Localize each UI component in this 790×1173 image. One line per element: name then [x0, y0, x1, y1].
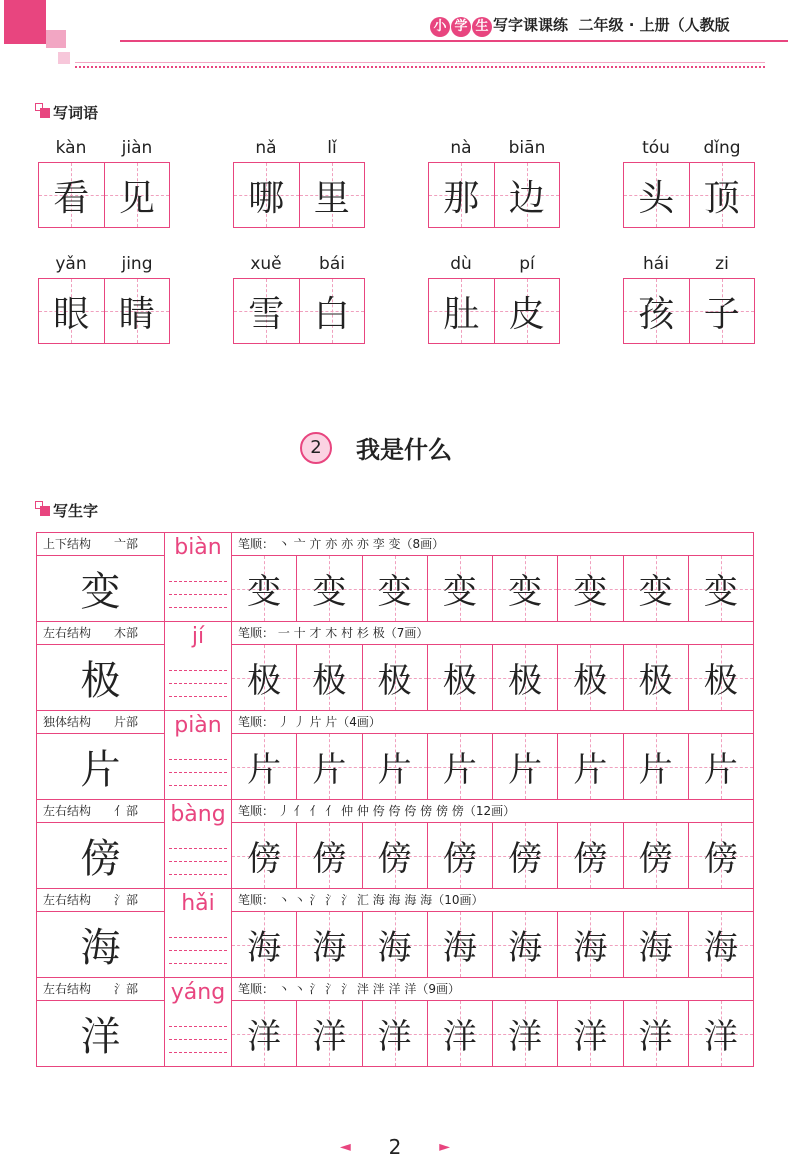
- practice-cell: [492, 556, 557, 621]
- practice-cell: [296, 1001, 361, 1066]
- pinyin-box: [165, 533, 232, 621]
- word-char: 里: [313, 177, 350, 219]
- prev-page-icon[interactable]: ◄: [340, 1139, 351, 1155]
- practice-char: 傍: [508, 839, 543, 879]
- structure-info: [37, 800, 164, 823]
- grid-cell: [624, 279, 689, 343]
- writing-grid: [38, 162, 170, 228]
- word-char: 顶: [703, 177, 740, 219]
- practice-cell: [296, 912, 361, 977]
- section-label-text: 写生字: [53, 502, 99, 520]
- char-row: [37, 889, 753, 978]
- writing-grid: [428, 278, 560, 344]
- section-marker-icon: [40, 108, 50, 118]
- practice-cell: [492, 912, 557, 977]
- pinyin-syllable: bái: [319, 254, 345, 274]
- practice-char: 片: [508, 750, 543, 790]
- practice-char: 极: [638, 661, 673, 701]
- grid-cell: [104, 279, 170, 343]
- practice-cell: [623, 1001, 688, 1066]
- practice-cell: [427, 556, 492, 621]
- word-item: [38, 138, 170, 228]
- practice-cells: [232, 734, 753, 799]
- word-item: [623, 138, 755, 228]
- radical: 氵部: [114, 893, 139, 907]
- word-char: 边: [508, 177, 545, 219]
- stroke-count: （9画）: [416, 982, 461, 996]
- series-char: 小: [430, 17, 450, 37]
- structure-info: [37, 889, 164, 912]
- stroke-order: [232, 889, 753, 912]
- word-char: 那: [443, 177, 480, 219]
- pinyin-syllable: kàn: [55, 138, 87, 158]
- radical: 氵部: [114, 982, 139, 996]
- practice-cell: [427, 645, 492, 710]
- practice-char: 傍: [377, 839, 412, 879]
- stroke-order: [232, 711, 753, 734]
- practice-char: 极: [508, 661, 543, 701]
- practice-cell: [362, 645, 427, 710]
- model-char: 片: [80, 747, 121, 793]
- practice-char: 傍: [247, 839, 282, 879]
- char-pinyin: yáng: [170, 980, 226, 1005]
- word-item: [428, 254, 560, 344]
- practice-cell: [557, 645, 622, 710]
- pinyin-syllable: dǐng: [703, 138, 741, 158]
- pinyin-lines: [169, 1026, 227, 1065]
- practice-cell: [557, 556, 622, 621]
- word-char: 头: [638, 177, 675, 219]
- writing-grid: [623, 278, 755, 344]
- char-pinyin: piàn: [174, 713, 222, 738]
- pinyin-syllable: jiàn: [121, 138, 153, 158]
- pinyin-box: [165, 800, 232, 888]
- practice-char: 极: [312, 661, 347, 701]
- char-info: [37, 800, 165, 888]
- practice-char: 变: [573, 572, 608, 612]
- practice-cells: [232, 556, 753, 621]
- practice-cell: [557, 734, 622, 799]
- practice-char: 海: [312, 928, 347, 968]
- word-item: [428, 138, 560, 228]
- grid-cell: [234, 279, 299, 343]
- stroke-sequence: 丿 亻 亻 亻 仲 仲 侉 侉 侉 傍 傍 傍: [277, 804, 464, 818]
- header-rule: [75, 62, 765, 63]
- practice-cell: [362, 912, 427, 977]
- page-footer: [340, 1135, 450, 1159]
- practice-cell: [492, 645, 557, 710]
- word-char: 看: [53, 177, 90, 219]
- pinyin-syllable: yǎn: [55, 254, 87, 274]
- practice-char: 傍: [638, 839, 673, 879]
- practice-cell: [623, 645, 688, 710]
- structure-type: 左右结构: [43, 982, 92, 996]
- stroke-prefix: 笔顺：: [238, 537, 275, 551]
- practice-char: 傍: [312, 839, 347, 879]
- practice-char: 片: [247, 750, 282, 790]
- pinyin-lines: [169, 581, 227, 620]
- practice-cell: [427, 1001, 492, 1066]
- char-row: [37, 800, 753, 889]
- practice-char: 变: [442, 572, 477, 612]
- word-pinyin: [428, 138, 560, 162]
- practice-cell: [623, 556, 688, 621]
- pinyin-syllable: hái: [643, 254, 669, 274]
- practice-cell: [688, 734, 753, 799]
- practice-cell: [362, 823, 427, 888]
- word-item: [38, 254, 170, 344]
- header-decoration: [46, 30, 66, 48]
- word-pinyin: [623, 138, 755, 162]
- practice-char: 极: [247, 661, 282, 701]
- word-char: 哪: [248, 177, 285, 219]
- writing-grid: [428, 162, 560, 228]
- pinyin-lines: [169, 937, 227, 976]
- pinyin-box: [165, 889, 232, 977]
- practice-area: [232, 889, 753, 977]
- practice-char: 片: [442, 750, 477, 790]
- practice-char: 海: [703, 928, 738, 968]
- practice-char: 傍: [573, 839, 608, 879]
- structure-type: 左右结构: [43, 626, 92, 640]
- pinyin-lines: [169, 848, 227, 887]
- grid-cell: [234, 163, 299, 227]
- practice-char: 傍: [703, 839, 738, 879]
- structure-type: 左右结构: [43, 893, 92, 907]
- practice-area: [232, 533, 753, 621]
- section-label-chars: [40, 500, 98, 521]
- stroke-prefix: 笔顺：: [238, 804, 275, 818]
- practice-cell: [296, 556, 361, 621]
- structure-info: [37, 978, 164, 1001]
- writing-grid: [233, 278, 365, 344]
- series-char: 学: [451, 17, 471, 37]
- stroke-prefix: 笔顺：: [238, 715, 275, 729]
- pinyin-box: [165, 978, 232, 1066]
- grid-cell: [299, 163, 365, 227]
- practice-cell: [427, 734, 492, 799]
- section-label-text: 写词语: [53, 104, 99, 122]
- radical: 亻部: [114, 804, 139, 818]
- practice-cell: [296, 645, 361, 710]
- practice-char: 变: [312, 572, 347, 612]
- practice-char: 海: [638, 928, 673, 968]
- practice-cell: [688, 912, 753, 977]
- word-char: 见: [118, 177, 155, 219]
- word-char: 雪: [248, 293, 285, 335]
- practice-char: 海: [377, 928, 412, 968]
- practice-cell: [492, 1001, 557, 1066]
- practice-char: 片: [638, 750, 673, 790]
- grid-cell: [624, 163, 689, 227]
- word-char: 子: [703, 293, 740, 335]
- char-pinyin: biàn: [174, 535, 222, 560]
- character-practice-table: [36, 532, 754, 1067]
- word-item: [233, 254, 365, 344]
- practice-char: 极: [703, 661, 738, 701]
- practice-char: 傍: [442, 839, 477, 879]
- practice-char: 变: [638, 572, 673, 612]
- book-title-text: 写字课课练: [493, 16, 569, 34]
- header-decoration: [4, 0, 46, 44]
- pinyin-syllable: nà: [450, 138, 472, 158]
- header-decoration: [58, 52, 70, 64]
- practice-cell: [688, 556, 753, 621]
- char-info: [37, 622, 165, 710]
- practice-char: 极: [442, 661, 477, 701]
- grid-cell: [299, 279, 365, 343]
- pinyin-box: [165, 711, 232, 799]
- pinyin-syllable: tóu: [642, 138, 670, 158]
- word-item: [623, 254, 755, 344]
- char-info: [37, 978, 165, 1066]
- practice-char: 极: [377, 661, 412, 701]
- char-row: [37, 978, 753, 1066]
- practice-char: 洋: [312, 1017, 347, 1057]
- grid-cell: [689, 279, 755, 343]
- practice-cell: [492, 734, 557, 799]
- writing-grid: [623, 162, 755, 228]
- practice-char: 洋: [703, 1017, 738, 1057]
- word-pinyin: [428, 254, 560, 278]
- practice-char: 洋: [573, 1017, 608, 1057]
- section-marker-icon: [40, 506, 50, 516]
- grid-cell: [494, 279, 560, 343]
- practice-area: [232, 978, 753, 1066]
- char-pinyin: jí: [191, 624, 205, 649]
- practice-cells: [232, 645, 753, 710]
- word-char: 睛: [118, 293, 155, 335]
- word-char: 皮: [508, 293, 545, 335]
- grid-cell: [429, 163, 494, 227]
- practice-char: 极: [573, 661, 608, 701]
- char-info: [37, 889, 165, 977]
- practice-cell: [688, 1001, 753, 1066]
- pinyin-lines: [169, 670, 227, 709]
- practice-cell: [232, 556, 296, 621]
- series-char: 生: [472, 17, 492, 37]
- practice-cells: [232, 823, 753, 888]
- stroke-count: （12画）: [463, 804, 516, 818]
- practice-cell: [296, 823, 361, 888]
- stroke-sequence: 丶 丶 氵 氵 氵 汇 海 海 海 海: [277, 893, 433, 907]
- radical: 木部: [114, 626, 139, 640]
- word-pinyin: [233, 138, 365, 162]
- grid-cell: [494, 163, 560, 227]
- stroke-count: （4画）: [337, 715, 381, 729]
- practice-cells: [232, 1001, 753, 1066]
- lesson-title: [300, 430, 452, 465]
- practice-cells: [232, 912, 753, 977]
- char-row: [37, 533, 753, 622]
- practice-cell: [362, 734, 427, 799]
- word-char: 眼: [53, 293, 90, 335]
- structure-type: 左右结构: [43, 804, 92, 818]
- grid-cell: [689, 163, 755, 227]
- model-char: 洋: [80, 1014, 121, 1060]
- structure-info: [37, 622, 164, 645]
- stroke-order: [232, 978, 753, 1001]
- practice-cell: [557, 823, 622, 888]
- stroke-prefix: 笔顺：: [238, 626, 275, 640]
- practice-char: 洋: [638, 1017, 673, 1057]
- practice-cell: [362, 1001, 427, 1066]
- char-pinyin: bàng: [170, 802, 226, 827]
- practice-char: 海: [573, 928, 608, 968]
- practice-cell: [623, 823, 688, 888]
- practice-cell: [232, 1001, 296, 1066]
- pinyin-box: [165, 622, 232, 710]
- practice-char: 变: [377, 572, 412, 612]
- radical: 片部: [114, 715, 139, 729]
- section-label-words: [40, 102, 98, 123]
- radical: 亠部: [114, 537, 139, 551]
- book-title: [430, 14, 730, 37]
- pinyin-syllable: biān: [508, 138, 546, 158]
- char-pinyin: hǎi: [181, 891, 215, 916]
- practice-cell: [232, 912, 296, 977]
- char-row: [37, 711, 753, 800]
- pinyin-syllable: xuě: [250, 254, 282, 274]
- practice-char: 海: [508, 928, 543, 968]
- model-char: 海: [80, 925, 121, 971]
- grid-cell: [104, 163, 170, 227]
- practice-cell: [623, 912, 688, 977]
- char-row: [37, 622, 753, 711]
- stroke-sequence: 丶 丶 氵 氵 氵 泮 泮 洋 洋: [277, 982, 417, 996]
- word-item: [233, 138, 365, 228]
- char-info: [37, 533, 165, 621]
- model-char: 变: [80, 569, 121, 615]
- stroke-count: （8画）: [400, 537, 445, 551]
- practice-cell: [427, 912, 492, 977]
- stroke-order: [232, 533, 753, 556]
- practice-char: 洋: [247, 1017, 282, 1057]
- pinyin-syllable: lǐ: [327, 138, 337, 158]
- practice-char: 片: [377, 750, 412, 790]
- practice-area: [232, 711, 753, 799]
- practice-char: 片: [312, 750, 347, 790]
- pinyin-lines: [169, 759, 227, 798]
- practice-cell: [557, 912, 622, 977]
- practice-char: 洋: [442, 1017, 477, 1057]
- practice-char: 变: [508, 572, 543, 612]
- word-pinyin: [38, 254, 170, 278]
- practice-char: 洋: [508, 1017, 543, 1057]
- practice-cell: [623, 734, 688, 799]
- stroke-count: （10画）: [432, 893, 484, 907]
- writing-grid: [233, 162, 365, 228]
- word-char: 肚: [443, 293, 480, 335]
- word-pinyin: [233, 254, 365, 278]
- stroke-prefix: 笔顺：: [238, 982, 275, 996]
- practice-cell: [232, 645, 296, 710]
- practice-char: 海: [442, 928, 477, 968]
- word-char: 白: [313, 293, 350, 335]
- page-number: 2: [388, 1135, 402, 1159]
- practice-cell: [362, 556, 427, 621]
- pinyin-syllable: zi: [715, 254, 729, 274]
- stroke-sequence: 一 十 才 木 村 杉 极: [277, 626, 385, 640]
- practice-area: [232, 800, 753, 888]
- stroke-order: [232, 622, 753, 645]
- stroke-order: [232, 800, 753, 823]
- practice-cell: [232, 823, 296, 888]
- practice-char: 变: [247, 572, 282, 612]
- practice-char: 片: [703, 750, 738, 790]
- model-char: 极: [80, 658, 121, 704]
- grid-cell: [39, 163, 104, 227]
- lesson-number: 2: [300, 432, 332, 464]
- pinyin-syllable: pí: [519, 254, 535, 274]
- char-info: [37, 711, 165, 799]
- next-page-icon[interactable]: ►: [439, 1139, 450, 1155]
- stroke-sequence: 丿 丿 片 片: [277, 715, 338, 729]
- word-pinyin: [38, 138, 170, 162]
- header-dotted-rule: [75, 66, 765, 68]
- stroke-sequence: 丶 亠 亣 亦 亦 亦 孪 变: [277, 537, 401, 551]
- structure-type: 上下结构: [43, 537, 92, 551]
- structure-type: 独体结构: [43, 715, 92, 729]
- pinyin-syllable: dù: [450, 254, 472, 274]
- word-pinyin: [623, 254, 755, 278]
- practice-cell: [296, 734, 361, 799]
- practice-cell: [232, 734, 296, 799]
- practice-cell: [688, 645, 753, 710]
- practice-char: 海: [247, 928, 282, 968]
- practice-cell: [557, 1001, 622, 1066]
- word-char: 孩: [638, 293, 675, 335]
- grid-cell: [429, 279, 494, 343]
- book-subtitle: 二年级 · 上册（人教版: [578, 16, 730, 34]
- model-char: 傍: [80, 836, 121, 882]
- practice-cell: [492, 823, 557, 888]
- practice-cell: [427, 823, 492, 888]
- lesson-title-text: 我是什么: [356, 436, 452, 464]
- practice-char: 片: [573, 750, 608, 790]
- pinyin-syllable: jing: [121, 254, 153, 274]
- header-rule: [120, 40, 788, 42]
- pinyin-syllable: nǎ: [255, 138, 277, 158]
- practice-area: [232, 622, 753, 710]
- structure-info: [37, 711, 164, 734]
- stroke-prefix: 笔顺：: [238, 893, 275, 907]
- practice-cell: [688, 823, 753, 888]
- writing-grid: [38, 278, 170, 344]
- practice-char: 洋: [377, 1017, 412, 1057]
- grid-cell: [39, 279, 104, 343]
- practice-char: 变: [703, 572, 738, 612]
- stroke-count: （7画）: [384, 626, 429, 640]
- structure-info: [37, 533, 164, 556]
